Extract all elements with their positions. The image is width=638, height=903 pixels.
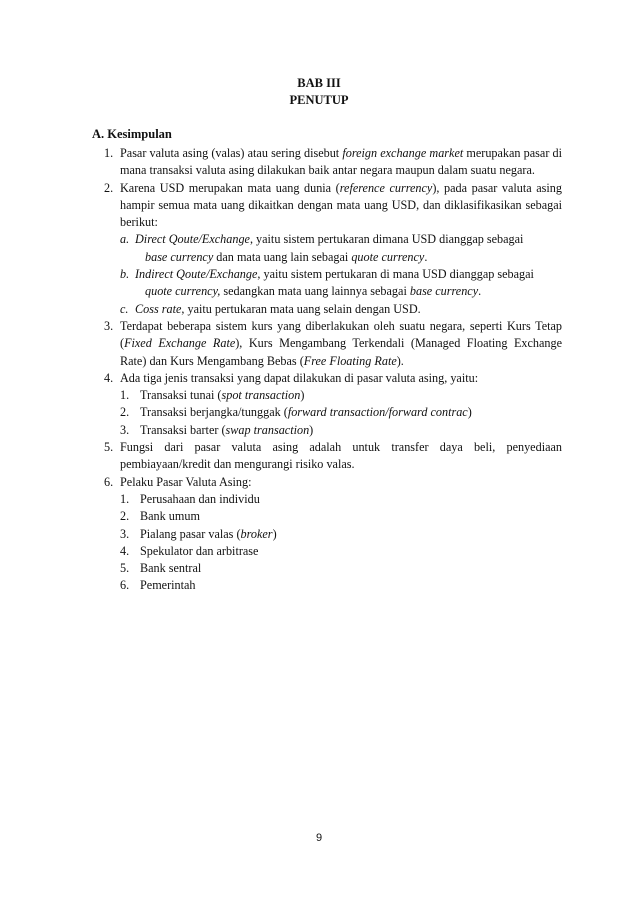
item-text: Perusahaan dan individu [140, 491, 260, 506]
list-item-5 [104, 439, 562, 474]
list-number: 6. [104, 474, 114, 489]
item-text: Spekulator dan arbitrase [140, 543, 259, 558]
item-text: merupakan pasar di mana transaksi valuta asing dilakukan baik antar negara maupun dalam suatu negara. [120, 146, 562, 178]
item-term: quote currency, [145, 284, 221, 299]
sublist-item-3 [120, 526, 562, 543]
item-text: . [478, 284, 482, 299]
sublist-number: 5. [120, 561, 130, 576]
sublist-number: 2. [120, 405, 130, 420]
item-term: swap transaction [225, 422, 310, 437]
item-text: Pelaku Pasar Valuta Asing: [120, 474, 252, 489]
item-term: Free Floating Rate [303, 353, 397, 368]
sublist-letter: a. [120, 232, 130, 247]
conclusion-list [104, 145, 562, 595]
list-number: 1. [104, 146, 114, 160]
item-text: Transaksi berjangka/tunggak ( [140, 405, 288, 420]
sublist-item-4 [120, 543, 562, 560]
item-term: quote currency [351, 249, 425, 264]
item-text: Ada tiga jenis transaksi yang dapat dilakukan di pasar valuta asing, yaitu: [120, 370, 479, 385]
item-text: ) [467, 405, 472, 420]
list-item-3 [104, 318, 562, 370]
item-text: ) [309, 422, 314, 437]
list-number: 2. [104, 180, 114, 195]
chapter-title: PENUTUP [289, 93, 349, 107]
item-text: Pialang pasar valas ( [140, 526, 241, 541]
chapter-label: BAB III [297, 76, 341, 90]
item-text: ) [272, 526, 277, 541]
item-text: , yaitu sistem pertukaran dimana USD dianggap sebagai [249, 232, 524, 247]
sublist-item-3 [120, 422, 562, 439]
item-text: dan mata uang lain sebagai [213, 249, 352, 264]
item-text: Karena USD merupakan mata uang dunia ( [120, 180, 340, 195]
item-term: reference currency [339, 180, 433, 195]
item-text: sedangkan mata uang lainnya sebagai [220, 284, 410, 299]
item-text: Pemerintah [140, 578, 196, 593]
item-term: base currency [409, 284, 479, 299]
list-number: 4. [104, 370, 114, 385]
sublist-letter: b. [120, 267, 130, 282]
list-number: 3. [104, 318, 114, 333]
sublist-item-a [120, 231, 562, 266]
list-number: 5. [104, 440, 114, 455]
item-term: foreign exchange market [342, 146, 464, 160]
item-text: Bank umum [140, 509, 200, 524]
sublist-item-2 [120, 404, 562, 421]
list-item-2 [104, 180, 562, 232]
item-text: Transaksi tunai ( [140, 388, 222, 403]
sublist-item-b [120, 266, 562, 301]
item-term: forward transaction/forward contrac [287, 405, 468, 420]
sublist-number: 1. [120, 388, 130, 403]
item-text: ). [396, 353, 404, 368]
section-heading: A. Kesimpulan [92, 127, 172, 141]
list-item-6 [104, 474, 562, 491]
item-term: Coss rate [135, 301, 182, 316]
sublist-number: 6. [120, 578, 130, 593]
list-item-1 [104, 145, 562, 180]
item-text: Fungsi dari pasar valuta asing adalah untuk transfer daya beli, penyediaan pembiayaan/kredit dan mengurangi risiko valas. [120, 440, 562, 472]
item-text: ), Kurs Mengambang Terkendali (Managed Floating Exchange Rate) dan Kurs Mengambang Bebas ( [120, 336, 563, 368]
sublist-item-1 [120, 387, 562, 404]
item-text: Bank sentral [140, 561, 202, 576]
item-term: Indirect Qoute/Exchange [135, 267, 258, 282]
item-text: ), pada pasar valuta asing hampir semua mata uang dikaitkan dengan mata uang USD, dan diklasifikasikan sebagai berikut: [120, 180, 562, 230]
sublist-number: 3. [120, 526, 130, 541]
page-number: 9 [315, 832, 323, 844]
item-term: Direct Qoute/Exchange [135, 232, 250, 247]
item-text: Transaksi barter ( [140, 422, 226, 437]
sublist-number: 4. [120, 543, 130, 558]
item-text: , yaitu sistem pertukaran di mana USD dianggap sebagai [257, 267, 534, 282]
list-item-4 [104, 370, 562, 387]
item-term: broker [240, 526, 273, 541]
sublist-number: 1. [120, 491, 130, 506]
sublist-item-2 [120, 508, 562, 525]
item-text: ) [300, 388, 305, 403]
sublist-item-5 [120, 560, 562, 577]
item-term: spot transaction [221, 388, 301, 403]
item-text: Pasar valuta asing (valas) atau sering disebut [120, 146, 343, 160]
item-text: Terdapat beberapa sistem kurs yang diberlakukan oleh suatu negara, seperti Kurs Tetap ( [120, 318, 562, 351]
sublist-number: 3. [120, 422, 130, 437]
item-term: Fixed Exchange Rate [124, 336, 236, 351]
sublist-letter: c. [120, 301, 129, 316]
sublist-item-6 [120, 577, 562, 594]
item-text: , yaitu pertukaran mata uang selain dengan USD. [181, 301, 421, 316]
item-term: base currency [145, 249, 214, 264]
item-text: . [424, 249, 428, 264]
sublist-item-c [120, 301, 562, 318]
sublist-number: 2. [120, 509, 130, 524]
sublist-item-1 [120, 491, 562, 508]
